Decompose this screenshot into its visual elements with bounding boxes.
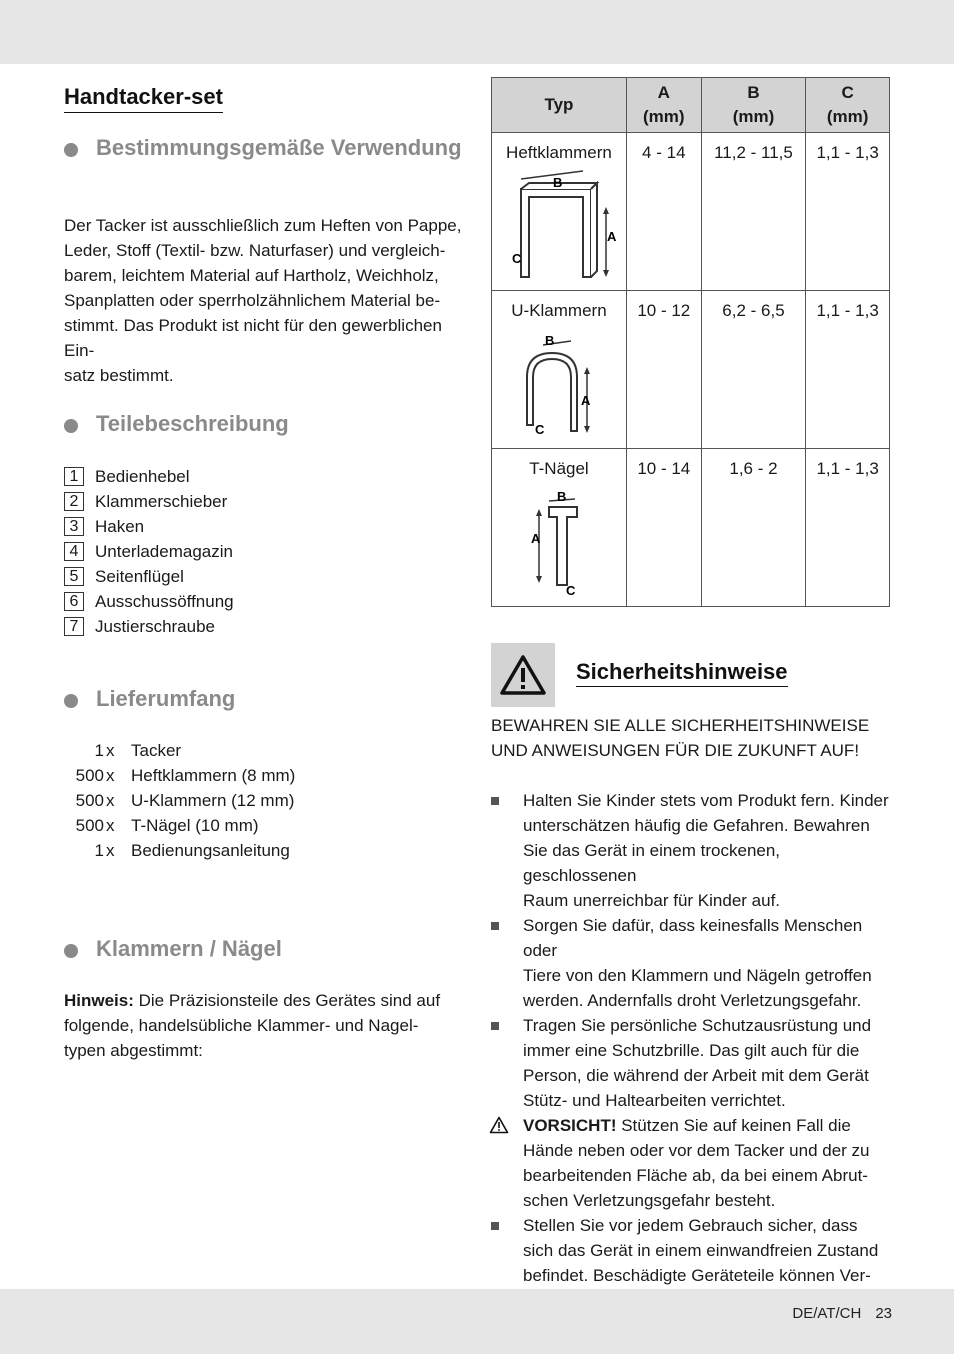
table-row bbox=[492, 449, 890, 607]
cell-b: 6,2 - 6,5 bbox=[701, 291, 806, 449]
top-band bbox=[0, 0, 954, 64]
cell-c: 1,1 - 1,3 bbox=[806, 133, 890, 291]
cell-a: 4 - 14 bbox=[626, 133, 701, 291]
column-header-typ: Typ bbox=[492, 78, 627, 133]
svg-text:C: C bbox=[565, 583, 576, 598]
supply-list bbox=[64, 738, 295, 863]
t-nail-diagram-icon bbox=[499, 485, 619, 600]
square-bullet-icon bbox=[491, 922, 499, 930]
list-item: 3 Haken bbox=[64, 514, 234, 539]
table-row bbox=[492, 133, 890, 291]
svg-text:B: B bbox=[556, 489, 567, 504]
svg-text:B: B bbox=[552, 175, 563, 190]
list-item: 5 Seitenflügel bbox=[64, 564, 234, 589]
square-bullet-icon bbox=[491, 1222, 499, 1230]
type-cell: T-Nägel B A C bbox=[492, 449, 627, 607]
list-item: Sorgen Sie dafür, dass keinesfalls Menschen oder Tiere von den Klammern und Nägeln getroffen werden. Andernfalls droht Verletzungsgefahr. bbox=[491, 913, 891, 1013]
column-header-c: C (mm) bbox=[806, 78, 890, 133]
svg-text:A: A bbox=[580, 393, 591, 408]
bullet-dot-icon bbox=[64, 944, 78, 958]
column-header-b: B (mm) bbox=[701, 78, 806, 133]
section-heading-usage: Bestimmungsgemäße Verwendung bbox=[64, 135, 462, 160]
hint-paragraph: Hinweis: Die Präzisionsteile des Gerätes sind auf folgende, handelsübliche Klammer- und Nagel- typen abgestimmt: bbox=[64, 991, 441, 1060]
part-number-box: 4 bbox=[64, 542, 84, 561]
safety-caps-notice: BEWAHREN SIE ALLE SICHERHEITSHINWEISE UND ANWEISUNGEN FÜR DIE ZUKUNFT AUF! bbox=[491, 716, 870, 760]
list-item: Tragen Sie persönliche Schutzausrüstung und immer eine Schutzbrille. Das gilt auch für die Person, die während der Arbeit mit dem Gerät Stütz- und Haltearbeiten verrichtet. bbox=[491, 1013, 891, 1113]
list-item: 1 x Tacker bbox=[94, 740, 182, 760]
bullet-dot-icon bbox=[64, 143, 78, 157]
svg-text:B: B bbox=[544, 333, 555, 348]
list-item: 2 Klammerschieber bbox=[64, 489, 234, 514]
part-number-box: 2 bbox=[64, 492, 84, 511]
list-item: 500 x T-Nägel (10 mm) bbox=[75, 815, 259, 835]
bullet-dot-icon bbox=[64, 419, 78, 433]
cell-a: 10 - 12 bbox=[626, 291, 701, 449]
hint-label: Hinweis: bbox=[64, 991, 134, 1010]
table-header-row bbox=[492, 78, 890, 133]
u-staple-diagram-icon bbox=[499, 327, 619, 442]
cell-c: 1,1 - 1,3 bbox=[806, 291, 890, 449]
part-number-box: 1 bbox=[64, 467, 84, 486]
section-heading-supply: Lieferumfang bbox=[64, 686, 235, 711]
page-footer bbox=[792, 1305, 892, 1322]
list-item: 4 Unterlademagazin bbox=[64, 539, 234, 564]
part-number-box: 7 bbox=[64, 617, 84, 636]
list-item: 7 Justierschraube bbox=[64, 614, 234, 639]
cell-a: 10 - 14 bbox=[626, 449, 701, 607]
part-number-box: 5 bbox=[64, 567, 84, 586]
svg-text:C: C bbox=[534, 422, 545, 437]
document-title: Handtacker-set bbox=[64, 84, 223, 113]
svg-text:C: C bbox=[511, 251, 522, 266]
list-item: Halten Sie Kinder stets vom Produkt fern. Kinder unterschätzen häufig die Gefahren. Bewahren Sie das Gerät in einem trockenen, geschlossenen Raum unerreichbar für Kinder auf. bbox=[491, 788, 891, 913]
part-number-box: 6 bbox=[64, 592, 84, 611]
list-item: Stellen Sie vor jedem Gebrauch sicher, dass sich das Gerät in einem einwandfreien Zustand befindet. Beschädigte Geräteteile können Ver- bbox=[491, 1213, 891, 1313]
section-heading-parts: Teilebeschreibung bbox=[64, 411, 289, 436]
table-row bbox=[492, 291, 890, 449]
staple-diagram-icon bbox=[499, 169, 619, 284]
square-bullet-icon bbox=[491, 797, 499, 805]
cell-b: 1,6 - 2 bbox=[701, 449, 806, 607]
safety-title: Sicherheitshinweise bbox=[576, 659, 788, 687]
safety-bullet-list bbox=[491, 788, 891, 1313]
square-bullet-icon bbox=[491, 1022, 499, 1030]
warning-box bbox=[491, 643, 555, 707]
part-number-box: 3 bbox=[64, 517, 84, 536]
type-cell: U-Klammern B A C bbox=[492, 291, 627, 449]
cell-b: 11,2 - 11,5 bbox=[701, 133, 806, 291]
staple-spec-table bbox=[491, 77, 890, 607]
cell-c: 1,1 - 1,3 bbox=[806, 449, 890, 607]
locale-label: DE/AT/CH bbox=[792, 1305, 862, 1322]
warning-triangle-icon bbox=[489, 1116, 509, 1134]
column-header-a: A (mm) bbox=[626, 78, 701, 133]
page-number: 23 bbox=[875, 1305, 892, 1322]
list-item: 6 Ausschussöffnung bbox=[64, 589, 234, 614]
bullet-dot-icon bbox=[64, 694, 78, 708]
list-item: 1 Bedienhebel bbox=[64, 464, 234, 489]
usage-paragraph: Der Tacker ist ausschließlich zum Heften von Pappe, Leder, Stoff (Textil- bzw. Naturfaser) und vergleich- barem, leichtem Material auf Hartholz, Weichholz, Spanplatten oder sperrholzähnlichem Material be- stimmt. Das Produkt ist nicht für den gewerblichen Ein- satz bestimmt. bbox=[64, 216, 462, 385]
section-heading-staples: Klammern / Nägel bbox=[64, 936, 282, 961]
parts-list bbox=[64, 464, 234, 639]
svg-text:A: A bbox=[530, 531, 541, 546]
warning-triangle-icon bbox=[499, 654, 547, 696]
list-item: 500 x Heftklammern (8 mm) bbox=[75, 765, 296, 785]
list-item: 1 x Bedienungsanleitung bbox=[94, 840, 290, 860]
svg-text:A: A bbox=[606, 229, 617, 244]
list-item: 500 x U-Klammern (12 mm) bbox=[75, 790, 295, 810]
type-cell: Heftklammern B A C bbox=[492, 133, 627, 291]
list-item: VORSICHT! Stützen Sie auf keinen Fall die Hände neben oder vor dem Tacker und der zu bearbeitenden Fläche ab, da bei einem Abrut- schen Verletzungsgefahr besteht. bbox=[491, 1113, 891, 1213]
